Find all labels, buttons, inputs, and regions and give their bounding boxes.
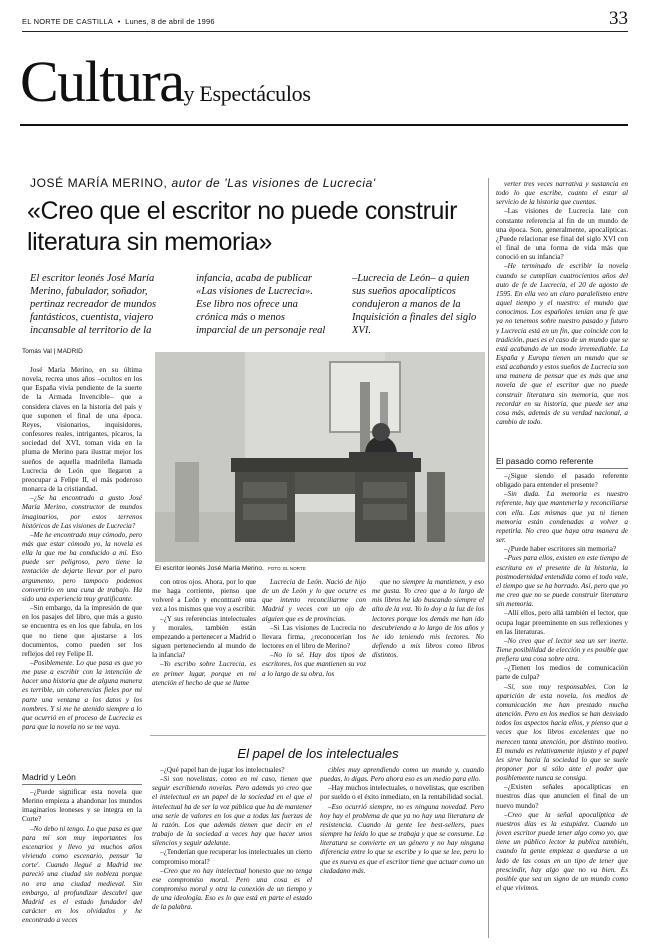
author-photo — [155, 352, 485, 562]
answer: que no siempre la mantienen, y eso me gusta. Yo creo que a lo largo de mis libros he ido buscando siempre el alto de la voz. Yo lo doy a la luz de los lectores porque los demás me han ido descubriendo a lo largo de los años y he ido teniendo mis lectores. No defiendo a mis libros como libros distintos. — [372, 578, 484, 660]
question: –¿Puede significar esta novela que Merino empieza a abandonar los mundos imaginarios leoneses y se integra en la Corte? — [22, 788, 142, 824]
page-number: 33 — [609, 8, 628, 29]
answer: –Eso ocurrió siempre, no es ninguna novedad. Pero hoy hay el problema de que ya no hay una literatura de resistencia. Cuando la gente lee best-sellers, pues siempre ha leído lo que se trabaja y que se consume. La literatura se convierte en un género y no hay ninguna diferencia entre lo que se escribe y lo que se lee, pero lo que es nueva es que el escritor tiene que actuar como un ciudadano más. — [320, 802, 484, 875]
question: –¿Se ha encontrado a gusto José María Merino, constructor de mundos imaginarios, por estos terrenos históricos de Las visiones de Lucrecia? — [22, 494, 142, 530]
subhead-pasado: El pasado como referente — [496, 456, 628, 469]
subhead-madrid-leon: Madrid y León — [22, 772, 142, 785]
photo-caption: El escritor leonés José María Merino. FOTO: EL NORTE — [155, 565, 306, 572]
answer: –Si son novelistas, como en mi caso, tienen que seguir escribiendo novelas. Pero además yo creo que el intelectual en un papel de la sociedad en el que el intelectual ha de ser la voz pública que ha de mantener una serie de valores en los que a todas las fuerzas de la razón. Los que además tienen que decir en el trabajo de la sociedad a veces hay que hacer unos silencios y seguir adelante. — [152, 775, 312, 848]
answer: cibles muy aprendiendo como un mundo y, cuando puedas, lo digas. Pero ahora eso es un medio para ello. — [320, 766, 484, 784]
body-column-2a — [152, 578, 256, 726]
box-column-2 — [320, 766, 484, 938]
body-column-1b — [22, 788, 142, 938]
body-column-1 — [22, 366, 142, 766]
question: –Allí ellos, pero allá también el lector, que ocupa lugar preeminente en sus reflexiones y en las literaturas. — [496, 609, 628, 636]
answer: –Posiblemente. Lo que pasa es que yo me puse a escribir con la intención de hacer una historia que de alguna manera es terrible, un coherencias fieles por mi parte una ventana a los datos y los nombres. Y si me he atenido siempre a lo que ocurrió en el proceso de Lucrecia es para que la novela no se me vaya. — [22, 659, 142, 732]
kicker-name: JOSÉ MARÍA MERINO, — [30, 176, 168, 190]
answer: –He terminado de escribir la novela cuando se cumplían cuatrocientos años del auto de fe de Lucrecia, el 20 de agosto de 1595. En ella veo un claro paralelismo entre aquel tiempo y el nuestro: el mundo que conocimos. Los españoles tenían una fe que ya no tenemos sobre nuestro pasado y futuro y Lucrecia está en un fin, que coincide con la tradición, pues es el caso de un mundo que se está acabando de un modo irremediable. La España y Europa tienen un mundo que se está acabando y estos sueños de Lucrecia son una manera de pensar que es más que una novela de que el escritor que no puede construir literatura sin memoria, que nos recordar en su historia, que puede ser una cosa más, además de su verdad nacional, a cambio de todo. — [496, 262, 628, 427]
question: –¿Existen señales apocalípticas en nuestros días que anuncien el final de un nuevo mundo? — [496, 783, 628, 810]
paragraph: con otros ojos. Ahora, por lo que me haga corriente, pienso que volveré a León y encontraré otra vez a los mismos que voy a escribir. — [152, 578, 256, 614]
box-column-1 — [152, 766, 312, 938]
column-rule — [488, 178, 489, 938]
question: –¿Tienen los medios de comunicación parte de culpa? — [496, 664, 628, 682]
masthead — [22, 8, 628, 32]
body-column-2b — [262, 578, 366, 726]
answer: –Pues para ellos, existen en este tiempo de escritura en el presente de la historia, la postmodernidad entendida como el todo vale, el tiempo que se ha borrado. Así, pero que yo me creo que no se puede construir literatura sin memoria. — [496, 554, 628, 609]
article-headline: «Creo que el escritor no puede construir literatura sin memoria» — [27, 197, 458, 256]
section-title — [20, 38, 628, 126]
section-subtitle: y Espectáculos — [183, 81, 311, 106]
answer: –Sí, son muy responsables. Con la aparición de esta novela, los medios de comunicación me han prestado mucha atención. Pero en los medios se han desviado todos los aspectos hacia ellos, y pienso que a veces que los libros excelentes que no merecen tanta atención, por distinto motivo. El mundo es relativamente injusto y el papel les sirve hacia la sociedad lo que se suele proponer por sí sólo ante el poder que posiblemente nunca se consiga. — [496, 682, 628, 783]
body-column-3 — [496, 180, 628, 450]
answer: –No lo sé. Hay dos tipos de escritores, los que mantienen su voz a lo largo de su obra, los — [262, 651, 366, 678]
answer: –Yo escribo sobre Lucrecia, es en primer lugar, porque en mi atención el hecho de que se llame — [152, 660, 256, 687]
question: –Sin embargo, da la impresión de que en los pasajes del libro, que más a gusto se encuentra es en los que fabula, en los que no tiene que ajustarse a los documentos, como pueden ser los reflejos del rey Felipe II. — [22, 604, 142, 658]
question: –¿Tenderían que recuperar los intelectuales un cierto compromiso moral? — [152, 848, 312, 866]
question: –¿Qué papel han de jugar los intelectuales? — [160, 766, 285, 774]
lead-col-1: El escritor leonés José María Merino, fabulador, soñador, pertinaz recreador de mundos fantásticos, cuentista, viajero incansable al territorio de la — [30, 273, 157, 336]
question: –¿Sigue siendo el pasado referente obligado para entender el presente? — [496, 472, 628, 490]
answer: –Creo que la señal apocalíptica de nuestros días es la estupidez. Cuando un joven escritor puede tener algo como yo, que tiene un público lector la publica también, cuando la gente empieza a quedarse a un lado de las cosas en un tipo de tener que prescindir, hay algo que no va bien. Es posible que sea un signo de un mundo como el que vivimos. — [496, 810, 628, 893]
byline: Tomás Val | MADRID — [22, 348, 83, 355]
answer: verter tres veces narrativa y sustancia en todo lo que escribe, cuanto el estar al servicio de la historia que cuentas. — [496, 180, 628, 207]
box-title: El papel de los intelectuales — [237, 746, 399, 761]
question: –Las visiones de Lucrecia late con constante referencia al fin de un mundo de una época. Son, generalmente, apocalípticas. ¿Puede relacionar ese final del siglo XVI con el final de una forma de vida más que conoció en su infancia? — [496, 207, 628, 262]
section-name: Cultura — [20, 49, 184, 114]
question: –¿Puede haber escritores sin memoria? — [504, 545, 617, 554]
answer: –Creo que no hay intelectual honesto que no tenga ese compromiso moral. Pero una cosa es el compromiso moral y otra la conexión de un tiempo y de una ideología. Eso es lo que está en parte el estado de la palabra. — [152, 866, 312, 912]
lead-col-2: infancia, acaba de publicar «Las visiones de Lucrecia». Ese libro nos ofrece una crónica más o menos imparcial de un personaje real — [196, 273, 326, 336]
question: –¿Y sus referencias intelectuales y morales, también están empezando a pertenecer a Madrid o siguen perteneciendo al mundo de la infancia? — [152, 614, 256, 660]
answer: Lucrecia de León. Nació de hijo de un de León y lo que ocurre es que intento reconciliarme con Madrid y veces con un ojo de alguien que es de provincias. — [262, 578, 366, 623]
body-column-3b — [496, 472, 628, 938]
question: –Si Las visiones de Lucrecia no llevara firma, ¿reconocerían los lectores en el libro de Merino? — [262, 623, 366, 651]
kicker-role: autor de 'Las visiones de Lucrecia' — [171, 176, 376, 190]
photo-credit: FOTO: EL NORTE — [267, 566, 306, 571]
photo-illustration — [155, 352, 485, 562]
article-kicker — [30, 176, 376, 190]
question: –Hay muchos intelectuales, o novelistas, que escriben por sueldo o el éxito inmediato, en la rentabilidad social. — [320, 784, 484, 802]
paragraph: José María Merino, en su última novela, recrea unos años –ocultos en los que España vivía pendiente de la suerte de la Armada Invencible– que a considera claves en la historia del país y que suponen el final de una época. Reyes, visionarios, inquisidores, confesores reales, intrigantes, pícaros, la sociedad del XVI, toman vida en la pluma de Merino para ilustrar mejor los sueños de aquella madrileña llamada Lucrecia de León que llegaron a preocupar a Felipe II, el más poderoso monarca de la cristiandad. — [22, 366, 142, 494]
masthead-paper-date: EL NORTE DE CASTILLA • Lunes, 8 de abril de 1996 — [22, 17, 215, 26]
body-column-2c — [372, 578, 484, 726]
answer: –Sin duda. La memoria es nuestro referente, hay que mantenerla y reconciliarse con ella. Las mismas que ya ni tienen memoria están condenadas a volver a repetirla. No creo que haya otra manera de ser. — [496, 490, 628, 545]
lead-col-3: –Lucrecia de León– a quien sus sueños apocalípticos condujeron a manos de la Inquisición a finales del siglo XVI. — [352, 273, 477, 336]
answer: –Me he encontrado muy cómodo, pero más que estar cómodo yo, la novela es ella la que me ha conducido a mí. Eso puede ser peligroso, pero tiene la tentación de dejarte llevar por el puro argumento, pero tampoco podemos convertirlo en una cuna de trabajo. Ha sido una experiencia muy gratificante. — [22, 530, 142, 603]
answer: –No debo ni tengo. Lo que pasa es que para mí son muy importantes los escenarios y llevo ya muchos años viviendo como escenario, pensar 'la corte'. Cuando llegué a Madrid me pareció una ciudad sin nobleza porque no era una ciudad medieval. Sin embargo, al profundizar descubrí que Madrid es el estado fundador del carácter en los olvidados y he encontrado a veces — [22, 824, 142, 925]
answer: –No creo que el lector sea un ser inerte. Tiene posibilidad de elección y es posible que prefiera una cosa sobre otra. — [496, 636, 628, 664]
